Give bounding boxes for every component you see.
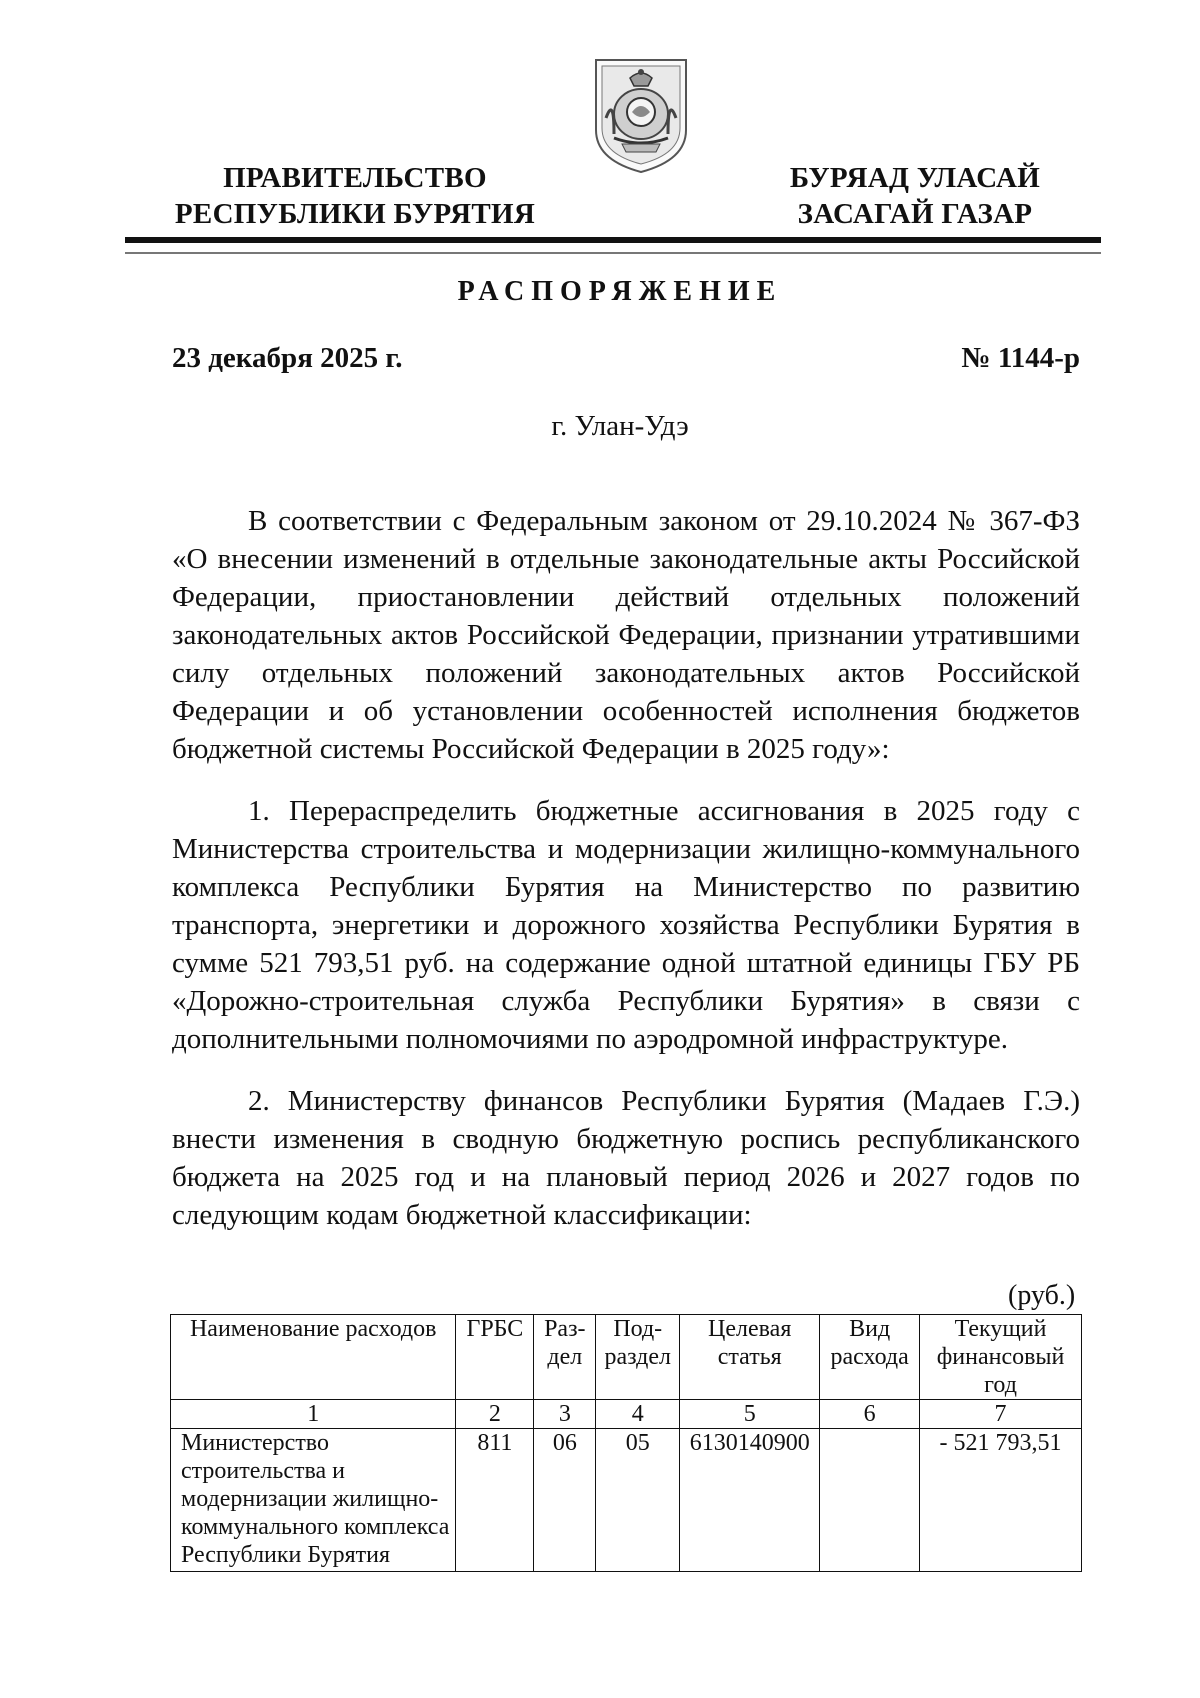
row-article: 6130140900 [680, 1429, 820, 1572]
preamble-paragraph: В соответствии с Федеральным законом от 29.10.2024 № 367-ФЗ «О внесении изменений в отдельные законодательные акты Российской Федерации, приостановлении действий отдельных положений законодательных актов Российской Федерации, признании утратившими силу отдельных положений законодательных актов Российской Федерации и об установлении особенностей исполнения бюджетов бюджетной системы Российской Федерации в 2025 году»: [172, 505, 1080, 765]
row-grbs: 811 [456, 1429, 534, 1572]
col-number: 5 [680, 1400, 820, 1429]
row-vid [820, 1429, 920, 1572]
header-podrazdel: Под-раздел [596, 1315, 680, 1400]
col-number: 3 [534, 1400, 596, 1429]
government-name-bua [770, 160, 1060, 232]
row-name: Министерство строительства и модернизации жилищно-коммунального комплекса Республики Бурятия [171, 1429, 456, 1572]
document-city: г. Улан-Удэ [551, 410, 689, 442]
table-row [171, 1429, 1082, 1572]
coat-of-arms-emblem [592, 56, 690, 174]
table-header-row [171, 1315, 1082, 1400]
col-number: 6 [820, 1400, 920, 1429]
government-name-bua-line2: ЗАСАГАЙ ГАЗАР [797, 198, 1033, 230]
header-vid: Вид расхода [820, 1315, 920, 1400]
document-number: № 1144-р [961, 342, 1080, 374]
row-current: - 521 793,51 [920, 1429, 1082, 1572]
table-unit-label: (руб.) [1008, 1280, 1076, 1311]
col-number: 7 [920, 1400, 1082, 1429]
government-name-bua-line1: БУРЯАД УЛАСАЙ [789, 162, 1041, 194]
row-podrazdel: 05 [596, 1429, 680, 1572]
header-divider-thick [125, 237, 1101, 243]
budget-table [170, 1314, 1082, 1572]
header-article: Целевая статья [680, 1315, 820, 1400]
item-2-paragraph: 2. Министерству финансов Республики Бурятия (Мадаев Г.Э.) внести изменения в сводную бюджетную роспись республиканского бюджета на 2025 год и на плановый период 2026 и 2027 годов по следующим кодам бюджетной классификации: [172, 1085, 1080, 1231]
header-name: Наименование расходов [171, 1315, 456, 1400]
header-grbs: ГРБС [456, 1315, 534, 1400]
row-razdel: 06 [534, 1429, 596, 1572]
col-number: 1 [171, 1400, 456, 1429]
government-name-ru [150, 160, 560, 232]
table-number-row [171, 1400, 1082, 1429]
government-name-line2: РЕСПУБЛИКИ БУРЯТИЯ [174, 198, 536, 230]
document-type-title: РАСПОРЯЖЕНИЕ [457, 276, 783, 307]
item-1-paragraph: 1. Перераспределить бюджетные ассигнования в 2025 году с Министерства строительства и модернизации жилищно-коммунального комплекса Республики Бурятия на Министерство по развитию транспорта, энергетики и дорожного хозяйства Республики Бурятия в сумме 521 793,51 руб. на содержание одной штатной единицы ГБУ РБ «Дорожно-строительная служба Республики Бурятия» в связи с дополнительными полномочиями по аэродромной инфраструктуре. [172, 795, 1080, 1055]
government-name-line1: ПРАВИТЕЛЬСТВО [223, 162, 487, 194]
header-razdel: Раз-дел [534, 1315, 596, 1400]
header-current: Текущий финансовый год [920, 1315, 1082, 1400]
col-number: 4 [596, 1400, 680, 1429]
header-divider-thin [125, 252, 1101, 254]
document-date: 23 декабря 2025 г. [172, 342, 403, 374]
col-number: 2 [456, 1400, 534, 1429]
